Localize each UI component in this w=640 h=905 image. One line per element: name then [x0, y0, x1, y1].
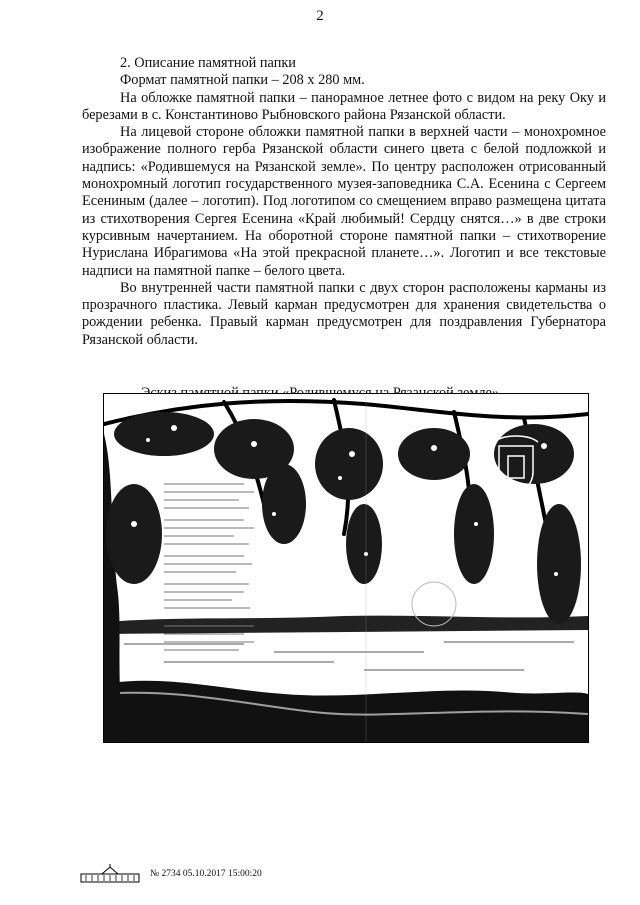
document-body: [82, 55, 606, 349]
registration-stamp: [80, 864, 262, 884]
paragraph-format: Формат памятной папки – 208 х 280 мм.: [120, 72, 365, 89]
page-number: 2: [316, 8, 324, 24]
folder-sketch-image: [103, 393, 589, 743]
paragraph-inner-side: Во внутренней части памятной папки с двух сторон расположены карманы из прозрачного пластика. Левый карман предусмотрен для хранения свидетельства о рождении ребенка. Правый карман предусмотрен для поздравления Губернатора Рязанской области.: [82, 279, 606, 348]
stamp-number-date: № 2734 05.10.2017 15:00:20: [150, 869, 262, 879]
building-stamp-icon: [80, 864, 140, 884]
section-heading: 2. Описание памятной папки: [120, 55, 296, 71]
folder-sketch-drawing: [104, 394, 588, 742]
paragraph-cover: На обложке памятной папки – панорамное летнее фото с видом на реку Оку и березами в с. Константиново Рыбновского района Рязанской области.: [82, 89, 606, 123]
paragraph-front-side: На лицевой стороне обложки памятной папки в верхней части – монохромное изображение полного герба Рязанской области синего цвета с белой подложкой и надпись: «Родившемуся на Рязанской земле». По центру расположен отрисованный монохромный логотип государственного музея-заповедника С.А. Есенина с Сергеем Есениным (далее – логотип). Под логотипом со смещением вправо размещена цитата из стихотворения Сергея Есенина «Край любимый! Сердцу снятся…» в две строки курсивным начертанием. На оборотной стороне памятной папки – стихотворение Нурислана Ибрагимова «На этой прекрасной планете…». Логотип и все текстовые надписи на памятной папке – белого цвета.: [82, 124, 606, 279]
